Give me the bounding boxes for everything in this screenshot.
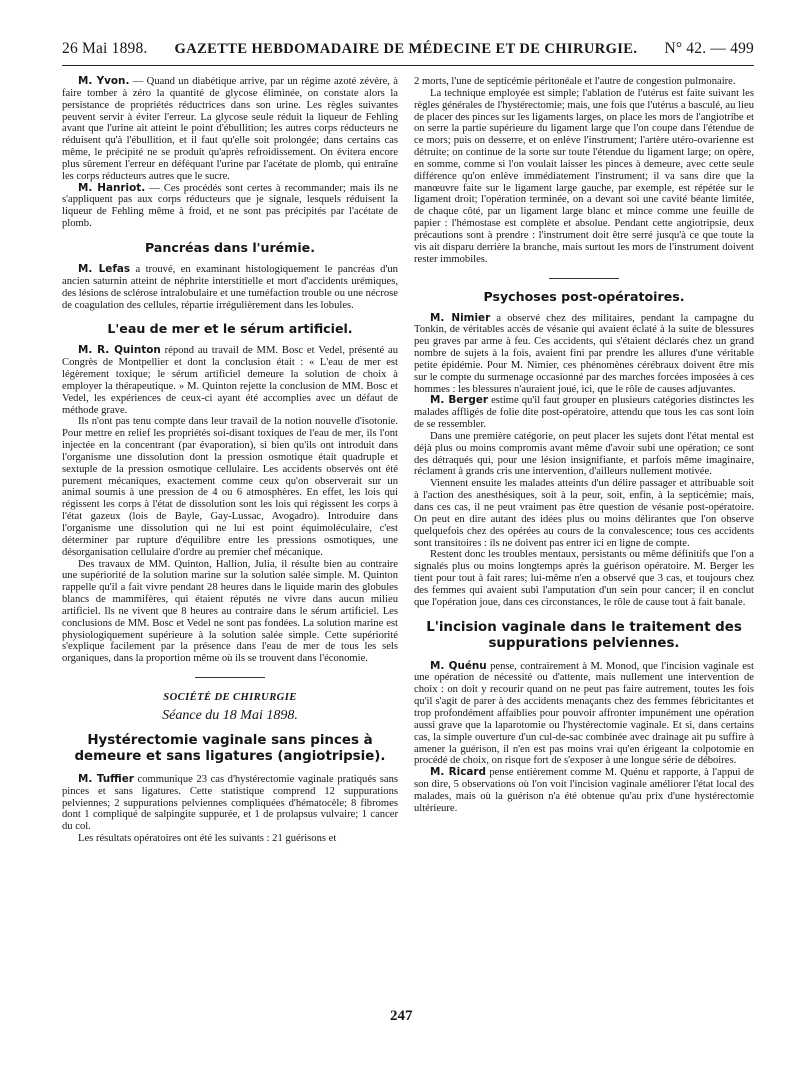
society-heading: SOCIÉTÉ DE CHIRURGIE [163,692,297,704]
paragraph: Les résultats opératoires ont été les suivants : 21 guérisons et [78,833,337,845]
issue-date: 26 Mai 1898. [62,40,148,57]
speaker-name: M. Hanriot. [78,181,146,194]
speaker-name: M. Quénu [430,659,487,672]
paragraph: M. Hanriot. — Ces procédés sont certes à recommander; mais ils ne s'appliquent pas aux corps réducteurs que je signale, lesquels réduisent la liqueur de Fehling même à froid, et ne sont pas précipités par l'acétate de plomb. [62,181,399,230]
speaker-name: M. R. Quinton [78,344,161,357]
speaker-name: M. Yvon. [78,75,130,87]
right-column [414,76,754,815]
speaker-name: M. Nimier [430,311,491,324]
paragraph: M. Berger estime qu'il faut grouper en plusieurs catégories distinctes les malades affligés de folie dite post-opératoire, attendu que tous les cas sont loin de se ressembler. [414,394,754,431]
paragraph: Viennent ensuite les malades atteints d'un délire passager et attribuable soit à l'action des anesthésiques, soit à la peur, soit, enfin, à la septicémie; mais, dans ces cas, il ne peut vraiment pas être question de vésanie post-opératoire. On peut en dire autant des idées plus ou moins délirantes que l'on observe quelquefois chez des opérées au cours de la convalescence; tous ces accidents sont transitoires : ils ne doivent pas entrer ici en ligne de compte. [414,478,754,549]
journal-title: GAZETTE HEBDOMADAIRE DE MÉDECINE ET DE CHIRURGIE. [174,41,638,57]
section-heading: L'incision vaginale dans le traitement des suppurations pelviennes. [426,619,742,651]
paragraph: 2 morts, l'une de septicémie péritonéale et l'autre de congestion pulmonaire. [414,76,736,87]
speaker-name: M. Berger [430,394,489,407]
speaker-name: M. Tuffier [78,772,134,785]
paragraph: M. Ricard pense entièrement comme M. Quénu et rapporte, à l'appui de son dire, 5 observations où l'on voit l'incision vaginale améliorer l'état local des malades, mais où la guérison n'a été obtenue qu'au prix d'une hystérectomie ultérieure. [414,766,754,814]
left-column [62,76,398,845]
section-heading: Psychoses post-opératoires. [483,288,685,304]
paragraph: Des travaux de MM. Quinton, Hallion, Julia, il résulte bien au contraire une supériorité de la solution marine sur la solution salée simple. M. Quinton rappelle qu'il a fait vivre pendant 28 heures dans le liquide marin des globules blancs de mammifères, qui étaient réputés ne vivre dans aucun milieu artificiel. Ils ne vivent que 8 heures au contraire dans le sérum artificiel. Les conclusions de MM. Bosc et Vedel ne sont pas fondées. La solution marine est physiologiquement supérieure à la solution salée simple. Cette supériorité s'explique facilement par la présence dans l'eau de mer de tous les sels organiques, dans la proportion même où ils se trouvent dans l'économie. [62,558,398,665]
page-folio: 247 [390,1008,413,1024]
paragraph: M. Tuffier communique 23 cas d'hystérectomie vaginale pratiqués sans pinces et sans ligatures. Cette statistique comprend 12 suppurations pelviennes; 2 suppurations pelviennes compliquées d'hématocèle; 8 fibromes dont 1 compliqué de salpingite suppurée, et 1 de prolapsus vulvaire; 1 cancer du col. [62,772,398,833]
paragraph: Dans une première catégorie, on peut placer les sujets dont l'état mental est déjà plus ou moins compromis avant même d'avoir subi une opération; ce sont des détraqués qui, pour une lésion insignifiante, et parfois même imaginaire, réclament à grands cris une intervention, d'ailleurs nullement motivée. [414,430,754,478]
running-header [62,40,754,64]
speaker-name: M. Lefas [78,262,131,275]
paragraph: Restent donc les troubles mentaux, persistants ou même définitifs que l'on a signalés plus ou moins longtemps après la guérison opératoire. M. Berger les tient pour tout à fait rares; lui-même n'en a observé que 3 cas, et toujours chez des femmes qui avaient subi l'amputation d'un sein pour cancer; il en conclut que l'opération joue, dans ces circonstances, le rôle de cause tout à fait banale. [414,549,754,608]
section-heading: L'eau de mer et le sérum artificiel. [107,321,353,337]
section-divider [195,677,265,678]
paragraph: M. Nimier a observé chez des militaires, pendant la campagne du Tonkin, de véritables accès de vésanie qui avaient éclaté à la suite de blessures peu graves par arme à feu. Ces accidents, qui s'étaient déclarés chez un grand nombre de sujets à la fois, avaient fini par prendre les allures d'une véritable petite épidémie. Pour M. Nimier, ces phénomènes cérébraux doivent être mis sur le compte du surmenage occasionné par des marches forcées imposées à ces hommes : les blessures n'auraient joué, ici, que le rôle de causes adjuvantes. [414,311,754,395]
header-rule [62,65,754,66]
section-divider [549,278,619,279]
issue-number: N° 42. — 499 [664,40,754,57]
paragraph: M. Yvon. — Quand un diabétique arrive, par un régime azoté zévère, à faire tomber à zéro la quantité de glycose éliminée, on constate alors la persistance de propriétés réductrices dans son urine. Les règles suivantes peuvent servir à éviter l'erreur. La glycose seule réduit la liqueur de Fehling avant que l'urine ait atteint le point d'ébullition; les autres corps réducteurs ne réduisent qu'à l'ébullition, et il faut qu'elle soit prolongée; dans certains cas même, le précipité ne se produit qu'après refroidissement. On évitera encore plus sûrement l'erreur en déféquant l'urine par l'acétate de plomb, qui entraîne les corps réducteurs autres que le sucre. [62,75,398,182]
section-heading: Pancréas dans l'urémie. [145,239,315,255]
paragraph: Ils n'ont pas tenu compte dans leur travail de la notion nouvelle d'isotonie. Pour mettre en relief les propriétés soi-disant toxiques de l'eau de mer, ils l'ont injectée en la concentrant (par évaporation), si bien qu'ils ont introduit dans l'organisme une dissolution dont la pression osmotique était quadruple et sextuple de la pression osmotique cellulaire. Les accidents observés ont été purement mécaniques, exactement comme ceux qu'on observerait sur un animal soumis à une pression de 4 ou 6 atmosphères. En effet, les lois qui régissent les corps à l'état de dissolution sont les lois qui régissent les corps à l'état gazeux (lois de Bayle, Gay-Lussac, Avogadro). Introduire dans l'organisme une dissolution qui ne lui est point équimoléculaire, c'est déterminer par rupture d'équilibre entre les pressions osmotiques, une désorganisation cellulaire d'ordre au premier chef mécanique. [62,416,398,558]
paragraph: M. R. Quinton répond au travail de MM. Bosc et Vedel, présenté au Congrès de Montpellier et dont la conclusion était : « L'eau de mer est légèrement toxique; le sérum artificiel demeure la solution de choix à employer la thérapeutique. » M. Quinton rejette la conclusion de MM. Bosc et Vedel, les expériences de ceux-ci ayant été accomplies avec un défaut de méthode grave. [62,344,398,416]
paragraph: La technique employée est simple; l'ablation de l'utérus est faite suivant les règles générales de l'hystérectomie; mais, une fois que l'utérus a basculé, au lieu de placer des pinces sur les ligaments larges, on place les mors de l'angiotribe et on serre la partie supérieure du ligament large que l'on coupe dans l'étendue de ce mors; puis on desserre, et on enlève l'instrument; l'artère utéro-ovarienne est détruite; on continue de la sorte sur toute l'étendue du ligament large; on opère, en somme, comme si l'on voulait laisser les pinces à demeure, avec cette seule différence qu'on enlève immédiatement l'instrument; il va sans dire que la manœuvre faite sur le ligament large gauche, par exemple, est répétée sur le ligament droit; l'opération terminée, on a devant soi une cavité béante limitée, de chaque côté, par un ligament large blanc et mince comme une feuille de papier : l'hémostase est complète et absolue. Pendant cette angiotripsie, deux précautions sont à prendre : l'instrument doit être serré jusqu'à ce que toute la vis ait disparu derrière la branche, mais surtout les mors de l'instrument doivent rester immobiles. [414,87,754,265]
paragraph: M. Lefas a trouvé, en examinant histologiquement le pancréas d'un ancien saturnin atteint de néphrite interstitielle et mort d'accidents urémiques, des lésions de sclérose intralobulaire et une tuméfaction trouble ou une nécrose de coagulation des cellules, répartie irrégulièrement dans les lobules. [62,262,398,311]
speaker-name: M. Ricard [430,766,486,779]
session-date: Séance du 18 Mai 1898. [162,707,298,723]
paragraph: M. Quénu pense, contrairement à M. Monod, que l'incision vaginale est une opération de nécessité ou d'attente, mais nullement une intervention de choix : on doit y recourir quand on ne peut pas faire autrement, toutes les fois qu'il s'agit de parer à des accidents menaçants chez des femmes fébricitantes et trop profondément affaiblies pour pouvoir affronter impunément une opération aussi grave que la laparotomie ou l'hystérectomie vaginale. Et si, dans certains cas, la simple ouverture d'un cul-de-sac combinée avec drainage ait pu suffire à amener la guérison, il n'en est pas moins vrai qu'en érigeant la colpotomie en procédé de choix, on risque fort de s'exposer à une longue série de déboires. [414,659,754,767]
section-heading: Hystérectomie vaginale sans pinces à demeure et sans ligatures (angiotripsie). [74,732,386,764]
